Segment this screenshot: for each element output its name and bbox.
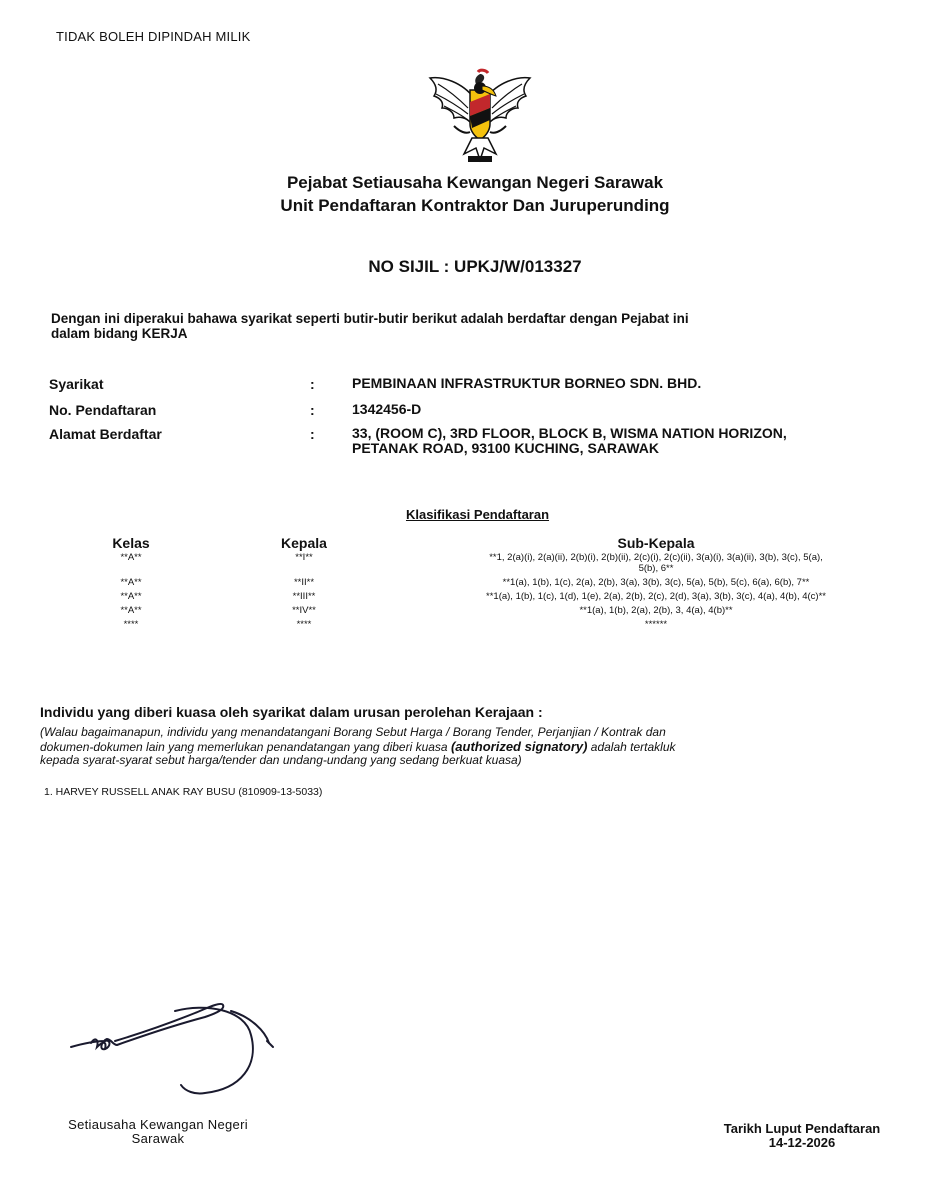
sub-kepala-cell: ****** xyxy=(644,619,668,630)
table-header xyxy=(56,535,906,551)
statement-line: dalam bidang KERJA xyxy=(51,326,188,341)
sub-kepala-cell: **1(a), 1(b), 2(a), 2(b), 3, 4(a), 4(b)** xyxy=(579,605,733,616)
address-label: Alamat Berdaftar xyxy=(49,426,162,442)
unit-name: Unit Pendaftaran Kontraktor Dan Juruperunding xyxy=(280,196,670,215)
expiry-label: Tarikh Luput Pendaftaran xyxy=(723,1121,881,1136)
kelas-cell: **A** xyxy=(120,577,142,588)
signatory-line: Setiausaha Kewangan Negeri xyxy=(68,1117,248,1132)
table-row xyxy=(56,605,906,616)
note-text: adalah tertakluk xyxy=(587,739,676,754)
table-row xyxy=(56,591,906,602)
kepala-cell: **IV** xyxy=(292,605,316,616)
signatory-title xyxy=(33,1118,283,1146)
address-line: 33, (ROOM C), 3RD FLOOR, BLOCK B, WISMA NATION HORIZON, xyxy=(352,425,787,441)
classification-title: Klasifikasi Pendaftaran xyxy=(405,507,550,522)
kelas-cell: **** xyxy=(123,619,139,630)
header-sub-kepala: Sub-Kepala xyxy=(617,535,695,551)
authorized-person: 1. HARVEY RUSSELL ANAK RAY BUSU (810909-13-5033) xyxy=(44,786,323,798)
kepala-cell: **II** xyxy=(293,577,315,588)
sub-kepala-cell: **1(a), 1(b), 1(c), 1(d), 1(e), 2(a), 2(b), 2(c), 2(d), 3(a), 3(b), 3(c), 4(a), 4(b), 4(c)** xyxy=(486,591,826,602)
authorized-note xyxy=(40,726,900,768)
sub-kepala-cell: **1(a), 1(b), 1(c), 2(a), 2(b), 3(a), 3(b), 3(c), 5(a), 5(b), 5(c), 6(a), 6(b), 7** xyxy=(502,577,810,588)
kepala-cell: **I** xyxy=(295,552,313,563)
authorized-signatory-term: (authorized signatory) xyxy=(450,738,588,754)
separator: : xyxy=(310,426,315,442)
kepala-cell: **III** xyxy=(292,591,316,602)
kepala-cell: **** xyxy=(296,619,312,630)
sub-kepala-line: **1, 2(a)(i), 2(a)(ii), 2(b)(i), 2(b)(ii), 2(c)(i), 2(c)(ii), 3(a)(i), 3(a)(ii), 3(b), 3(c), 5(a), xyxy=(489,552,823,563)
note-text: dokumen-dokumen lain yang memerlukan penandatangan yang diberi kuasa xyxy=(40,739,451,754)
registration-no-label: No. Pendaftaran xyxy=(49,402,157,418)
classification-title-row xyxy=(0,506,950,524)
table-row xyxy=(56,577,906,588)
expiry-date: 14-12-2026 xyxy=(768,1135,836,1150)
registered-address xyxy=(352,426,787,456)
sarawak-coat-of-arms-icon xyxy=(424,68,536,166)
classification-table xyxy=(56,535,906,633)
separator: : xyxy=(310,376,315,392)
address-line: PETANAK ROAD, 93100 KUCHING, SARAWAK xyxy=(352,440,660,456)
non-transferable-notice: TIDAK BOLEH DIPINDAH MILIK xyxy=(56,29,251,44)
note-line xyxy=(40,740,900,755)
office-name: Pejabat Setiausaha Kewangan Negeri Sarawak xyxy=(286,173,664,192)
header-kelas: Kelas xyxy=(112,535,150,551)
expiry-block xyxy=(690,1122,914,1150)
note-line: kepada syarat-syarat sebut harga/tender dan undang-undang yang sedang berkuat kuasa) xyxy=(40,753,522,767)
sub-kepala-line: 5(b), 6** xyxy=(638,563,674,574)
certification-statement xyxy=(51,311,891,341)
note-line: (Walau bagaimanapun, individu yang menandatangani Borang Sebut Harga / Borang Tender, Perjanjian / Kontrak dan xyxy=(40,725,666,739)
kelas-cell: **A** xyxy=(120,605,142,616)
company-name: PEMBINAAN INFRASTRUKTUR BORNEO SDN. BHD. xyxy=(352,375,702,391)
header-kepala: Kepala xyxy=(281,535,327,551)
signature-image xyxy=(55,995,315,1115)
table-row xyxy=(56,552,906,574)
certificate-number: NO SIJIL : UPKJ/W/013327 xyxy=(368,257,582,276)
registration-no: 1342456-D xyxy=(352,401,422,417)
signatory-line: Sarawak xyxy=(131,1131,185,1146)
company-label: Syarikat xyxy=(49,376,104,392)
authorized-individuals-heading: Individu yang diberi kuasa oleh syarikat dalam urusan perolehan Kerajaan : xyxy=(40,704,543,720)
kelas-cell: **A** xyxy=(120,591,142,602)
sub-kepala-cell xyxy=(402,552,906,574)
statement-line: Dengan ini diperakui bahawa syarikat seperti butir-butir berikut adalah berdaftar dengan Pejabat ini xyxy=(51,311,689,326)
table-row xyxy=(56,619,906,630)
kelas-cell: **A** xyxy=(120,552,142,563)
separator: : xyxy=(310,402,315,418)
